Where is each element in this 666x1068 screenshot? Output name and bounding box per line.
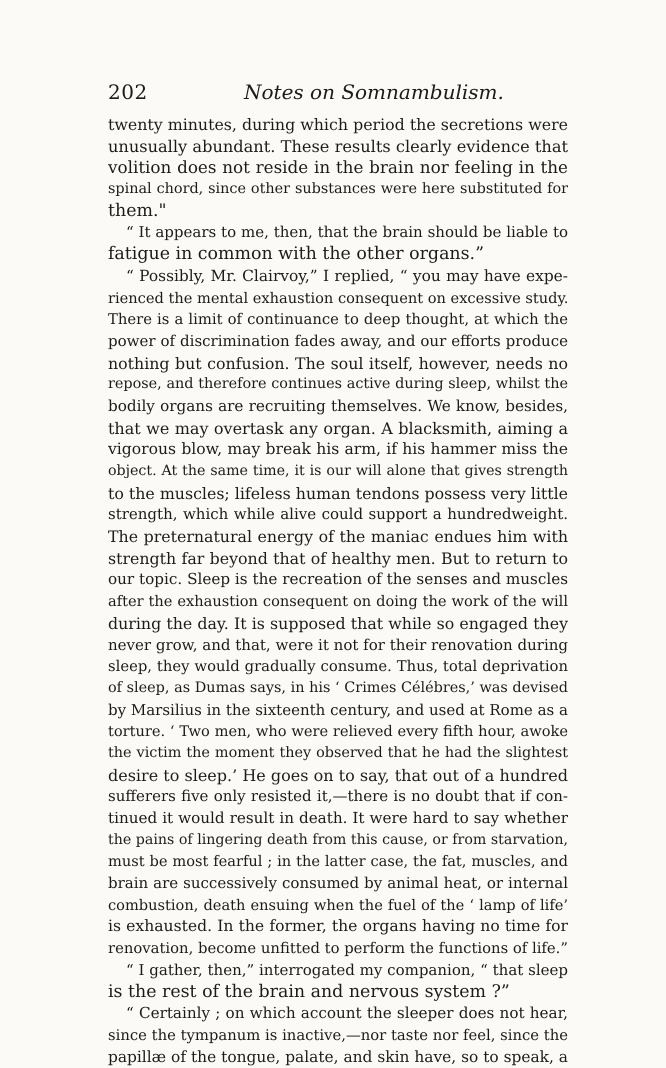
text-line: to the muscles; lifeless human tendons possess very little: [108, 483, 568, 503]
text-line: There is a limit of continuance to deep thought, at which the: [108, 311, 568, 329]
text-line: spinal chord, since other substances were here substituted for: [108, 181, 568, 198]
text-line: after the exhaustion consequent on doing the work of the will: [108, 593, 568, 611]
text-line: desire to sleep.’ He goes on to say, that out of a hundred: [108, 765, 568, 785]
text-line: combustion, death ensuing when the fuel of the ‘ lamp of life’: [108, 896, 568, 914]
text-line: must be most fearful ; in the latter case, the fat, muscles, and: [108, 853, 568, 871]
text-line: by Marsilius in the sixteenth century, and used at Rome as a: [108, 700, 568, 719]
body-text: [108, 114, 568, 1068]
text-line: torture. ‘ Two men, who were relieved every fifth hour, awoke: [108, 723, 568, 741]
text-line: them.": [108, 200, 167, 221]
text-line: vigorous blow, may break his arm, if his hammer miss the: [108, 440, 568, 459]
text-line: during the day. It is supposed that while so engaged they: [108, 613, 568, 633]
text-line: sleep, they would gradually consume. Thus, total deprivation: [108, 658, 568, 676]
text-line: tinued it would result in death. It were hard to say whether: [108, 809, 568, 827]
text-line: our topic. Sleep is the recreation of the senses and muscles: [108, 570, 568, 589]
text-line: The preternatural energy of the maniac endues him with: [108, 527, 568, 547]
text-line: strength far beyond that of healthy men. But to return to: [108, 548, 568, 568]
text-line: repose, and therefore continues active during sleep, whilst the: [108, 376, 568, 393]
text-line: rienced the mental exhaustion consequent on excessive study.: [108, 289, 568, 307]
text-line: since the tympanum is inactive,—nor taste nor feel, since the: [108, 1026, 568, 1044]
text-line: volition does not reside in the brain nor feeling in the: [108, 157, 568, 178]
text-line: that we may overtask any organ. A blacksmith, aiming a: [108, 418, 568, 438]
text-line: object. At the same time, it is our will alone that gives strength: [108, 463, 568, 479]
text-line: never grow, and that, were it not for their renovation during: [108, 635, 568, 654]
text-line: unusually abundant. These results clearly evidence that: [108, 136, 568, 156]
text-line: nothing but confusion. The soul itself, however, needs no: [108, 353, 568, 373]
running-title: Notes on Somnambulism.: [244, 80, 504, 104]
text-line: twenty minutes, during which period the secretions were: [108, 115, 568, 134]
text-line: fatigue in common with the other organs.”: [108, 244, 484, 265]
text-line: brain are successively consumed by animal heat, or internal: [108, 874, 568, 893]
page-number: 202: [108, 80, 148, 104]
text-line: is the rest of the brain and nervous system ?”: [108, 981, 510, 1002]
text-line: “ I gather, then,” interrogated my companion, “ that sleep: [126, 960, 568, 979]
text-line: “ It appears to me, then, that the brain should be liable to: [126, 223, 568, 242]
page-header: [108, 80, 568, 106]
text-line: renovation, become unfitted to perform the functions of life.”: [108, 940, 568, 958]
text-line: papillæ of the tongue, palate, and skin have, so to speak, a: [108, 1047, 568, 1066]
text-line: of sleep, as Dumas says, in his ‘ Crimes Célébres,’ was devised: [108, 679, 568, 696]
text-line: the pains of lingering death from this cause, or from starvation,: [108, 831, 568, 848]
text-line: power of discrimination fades away, and our efforts produce: [108, 331, 568, 350]
text-line: strength, which while alive could support a hundredweight.: [108, 505, 568, 524]
text-line: the victim the moment they observed that he had the slightest: [108, 744, 568, 761]
text-line: bodily organs are recruiting themselves. We know, besides,: [108, 396, 568, 415]
text-line: “ Possibly, Mr. Clairvoy,” I replied, “ you may have expe-: [126, 266, 568, 285]
text-line: is exhausted. In the former, the organs having no time for: [108, 917, 568, 936]
text-line: sufferers five only resisted it,—there is no doubt that if con-: [108, 787, 568, 806]
text-line: “ Certainly ; on which account the sleeper does not hear,: [126, 1004, 568, 1023]
